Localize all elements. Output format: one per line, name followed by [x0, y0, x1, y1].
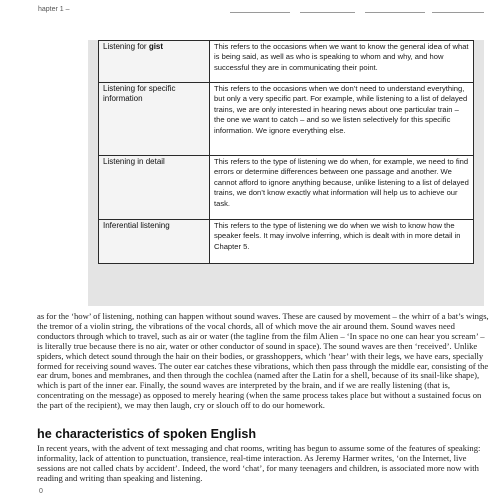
page-number: 0 — [39, 488, 43, 495]
term-cell — [99, 83, 210, 156]
body-paragraph: as for the ‘how’ of listening, nothing can happen without sound waves. These are caused by movement – the whirr of a bat’s wings, the tremor of a violin string, the vibrations of the vocal chords, all of which move the air around them. Sound waves need conductors through which to travel, such as air or water (the tagline from the film Alien – ‘In space no one can hear you scream’ – is literally true because there is no air, water or other conductor of sound in space). The sound waves are then ‘received’. Unlike spiders, which detect sound through the hair on their bodies, or grasshoppers, which ‘hear’ with their legs, we have ears, specially formed for receiving sound waves. The outer ear catches these vibrations, which then pass through the middle ear, consisting of the ear drum, bones and membranes, and then through the cochlea (named after the Latin for a shell, because of its snail-like shape), which is part of the inner ear. Finally, the sound waves are interpreted by the brain, and if we are really listening (that is, concentrating on the message) as opposed to merely hearing (when the same process takes place but without a sustained focus on the part of the recipient), we may then laugh, cry or slouch off to do our homework. — [37, 312, 489, 411]
section-heading: he characteristics of spoken English — [37, 427, 257, 441]
table-row — [99, 156, 474, 220]
term-label: Listening for — [103, 42, 149, 51]
term-label: Listening in detail — [103, 157, 165, 166]
term-label: Inferential listening — [103, 221, 170, 230]
term-label: Listening for specific information — [103, 84, 176, 104]
header-rule — [432, 12, 484, 13]
listening-types-table — [98, 40, 474, 264]
header-rule — [365, 12, 425, 13]
term-cell — [99, 220, 210, 264]
table-background-panel — [88, 40, 484, 306]
table-row — [99, 83, 474, 156]
table-row — [99, 41, 474, 83]
term-cell — [99, 41, 210, 83]
table-row — [99, 220, 474, 264]
definition-cell: This refers to the type of listening we do when, for example, we need to find errors or determine differences between one passage and another. We cannot afford to ignore anything because, unlike listening to a list of delayed trains, we don’t know exactly what information will help us to achieve our task. — [210, 156, 474, 220]
header-rule — [230, 12, 290, 13]
definition-cell: This refers to the type of listening we do when we wish to know how the speaker feels. It may involve inferring, which is dealt with in more detail in Chapter 5. — [210, 220, 474, 264]
term-emphasis: gist — [148, 42, 164, 51]
running-head: hapter 1 – — [38, 6, 70, 13]
body-paragraph: In recent years, with the advent of text messaging and chat rooms, writing has begun to assume some of the features of speaking: informality, lack of attention to punctuation, transience, real-time interaction. As Jeremy Harmer writes, ‘on the Internet, live sessions are not called chats by accident’. Indeed, the word ‘chat’, for many teenagers and children, is associated more now with reading and writing than speaking and listening. — [37, 444, 481, 483]
definition-cell: This refers to the occasions when we don’t need to understand everything, but only a very specific part. For example, while listening to a list of delayed trains, we are only interested in hearing news about one particular train – the one we want to catch – and so we listen selectively for this specific information. We ignore everything else. — [210, 83, 474, 156]
term-cell — [99, 156, 210, 220]
header-rule — [300, 12, 355, 13]
definition-cell: This refers to the occasions when we want to know the general idea of what is being said, as well as who is speaking to whom and why, and how successful they are in communicating their point. — [210, 41, 474, 83]
